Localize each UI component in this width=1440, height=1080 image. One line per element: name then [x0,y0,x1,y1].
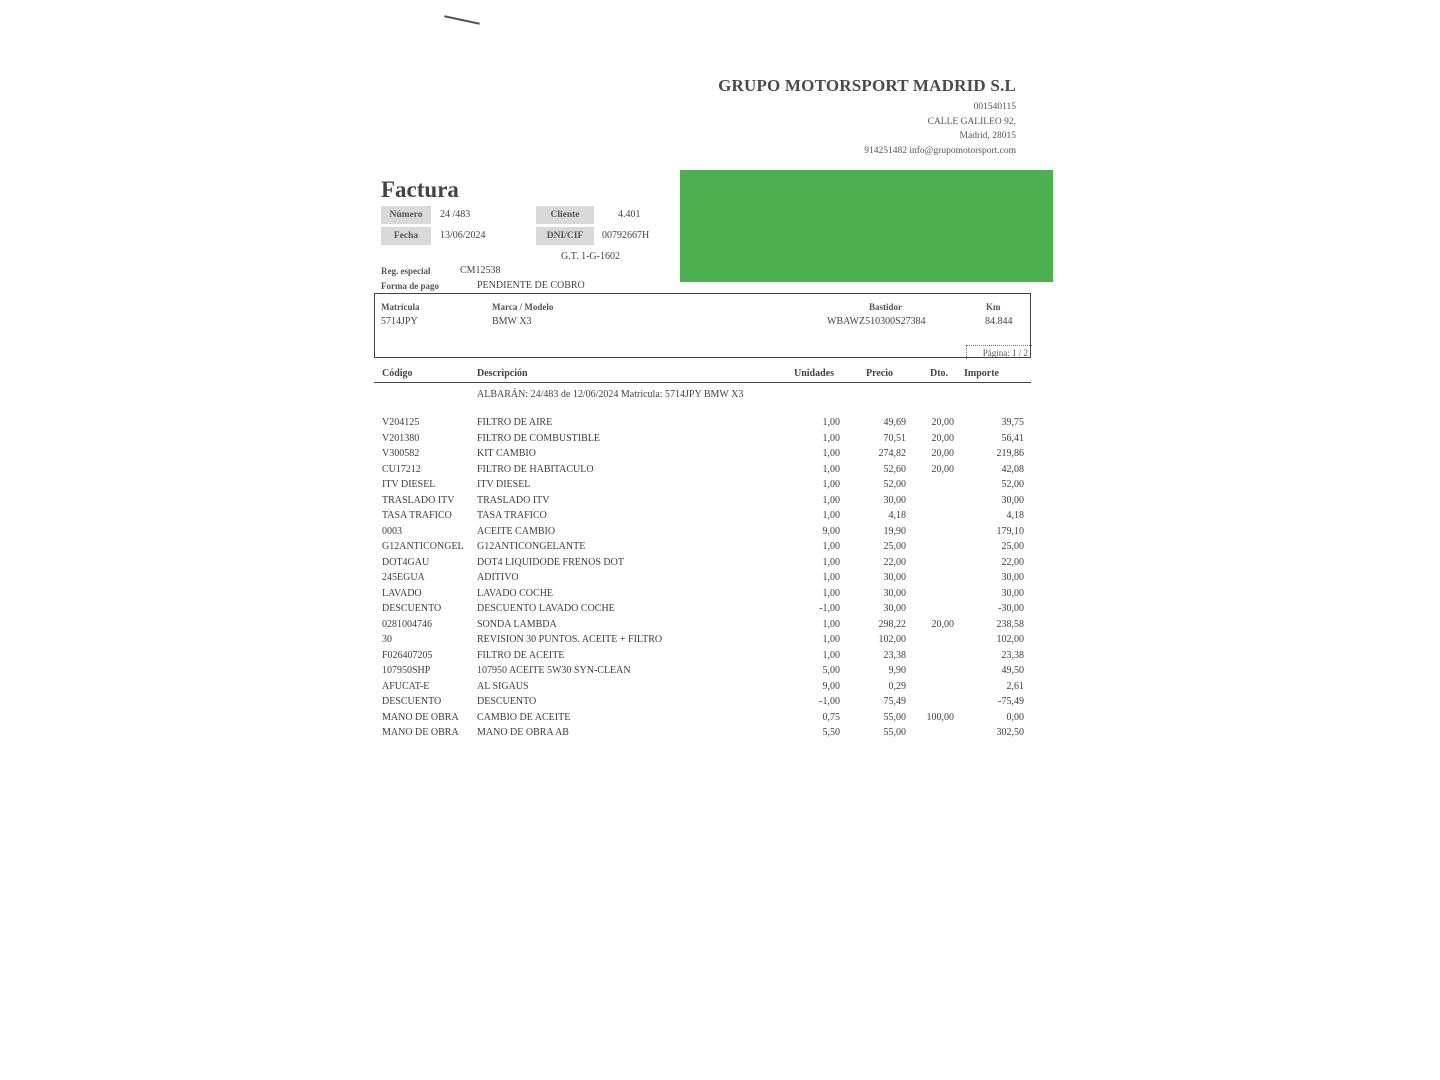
item-units: 1,00 [822,463,840,475]
item-description: FILTRO DE AIRE [477,417,553,428]
item-description: REVISION 30 PUNTOS. ACEITE + FILTRO [477,634,663,645]
item-price: 25,00 [883,541,906,552]
item-amount: 2,61 [1006,680,1024,692]
col-amount-header: Importe [964,368,999,379]
item-amount: 23,38 [1001,649,1024,661]
item-amount: 42,08 [1001,463,1024,475]
reg-value: CM12538 [460,265,501,276]
company-city: Madrid, 28015 [959,131,1016,141]
item-description: TRASLADO ITV [477,494,550,506]
vin-label: Bastidor [869,302,903,312]
item-code: V201380 [382,432,420,444]
item-amount: 0,00 [1006,711,1024,723]
item-description: ACEITE CAMBIO [477,525,556,537]
col-description-header: Descripción [477,368,528,379]
item-code: TRASLADO ITV [382,494,455,506]
table-row [374,619,1034,635]
item-amount: 30,00 [1001,494,1024,506]
company-name: GRUPO MOTORSPORT MADRID S.L [718,76,1016,95]
item-units: 1,00 [822,556,840,568]
item-description: AL SIGAUS [477,680,529,692]
item-code: V204125 [382,417,420,428]
item-price: 19,90 [883,525,906,537]
col-price-header: Precio [866,368,894,379]
item-amount: 302,50 [996,727,1024,738]
item-code: G12ANTICONGEL [382,541,464,552]
table-row [374,464,1034,480]
item-amount: -75,49 [998,696,1024,707]
item-units: 9,00 [822,525,840,537]
item-units: 1,00 [822,479,840,490]
item-price: 30,00 [883,494,906,506]
item-price: 23,38 [883,649,906,661]
item-amount: 49,50 [1001,665,1024,676]
number-label: Número [381,206,431,224]
item-description: KIT CAMBIO [477,448,536,459]
items-header [374,366,1031,383]
item-description: ITV DIESEL [477,479,531,490]
item-units: 5,50 [822,727,840,738]
item-units: 1,00 [822,649,840,661]
item-discount: 20,00 [931,432,954,444]
item-code: 0281004746 [382,618,432,630]
item-amount: 238,58 [996,618,1024,630]
item-price: 102,00 [878,634,906,645]
item-description: DESCUENTO LAVADO COCHE [477,603,615,614]
plate-value: 5714JPY [381,316,418,327]
item-discount: 100,00 [926,711,954,723]
table-row [374,557,1034,573]
date-label: Fecha [381,227,431,245]
item-units: 1,00 [822,541,840,552]
item-code: 245EGUA [382,572,425,583]
item-units: 1,00 [822,587,840,599]
item-units: 9,00 [822,680,840,692]
page-indicator: Página: 1 / 2 [966,345,1032,359]
item-units: 1,00 [822,432,840,444]
item-description: FILTRO DE HABITACULO [477,463,594,475]
dni-value: 00792667H [602,230,650,241]
item-units: 1,00 [822,448,840,459]
payment-value: PENDIENTE DE COBRO [477,280,585,291]
table-row [374,665,1034,681]
item-description: FILTRO DE ACEITE [477,649,565,661]
company-street: CALLE GALILEO 92, [927,116,1016,127]
col-dto-header: Dto. [930,368,949,379]
item-price: 75,49 [883,696,906,707]
item-price: 22,00 [883,556,906,568]
item-amount: 179,10 [996,525,1024,537]
item-description: DESCUENTO [477,696,537,707]
item-code: MANO DE OBRA [382,727,459,738]
item-amount: 30,00 [1001,587,1024,599]
table-row [374,681,1034,697]
item-units: 1,00 [822,618,840,630]
item-amount: 39,75 [1001,417,1024,428]
item-units: 1,00 [822,634,840,645]
table-row [374,634,1034,650]
item-amount: 25,00 [1001,541,1024,552]
item-code: DESCUENTO [382,603,442,614]
item-code: LAVADO [382,587,422,599]
item-amount: 22,00 [1001,556,1024,568]
table-row [374,479,1034,495]
item-price: 30,00 [883,587,906,599]
item-units: 1,00 [822,494,840,506]
item-description: ADITIVO [477,572,519,583]
km-value: 84.844 [985,316,1013,327]
item-amount: 56,41 [1001,432,1024,444]
item-description: SONDA LAMBDA [477,618,557,630]
number-value: 24 /483 [440,209,471,220]
item-price: 49,69 [883,417,906,428]
item-amount: 30,00 [1001,572,1024,583]
item-price: 30,00 [883,603,906,614]
item-description: TASA TRAFICO [477,510,547,521]
table-row [374,650,1034,666]
item-code: 0003 [382,525,402,537]
item-amount: -30,00 [998,603,1024,614]
item-amount: 102,00 [996,634,1024,645]
client-label: Cliente [536,206,594,224]
client-value: 4.401 [618,209,641,220]
item-price: 0,29 [888,680,906,692]
gt-value: G.T. 1-G-1602 [561,251,620,262]
item-discount: 20,00 [931,618,954,630]
payment-label: Forma de pago [381,281,439,291]
item-amount: 4,18 [1006,510,1024,521]
item-discount: 20,00 [931,463,954,475]
item-units: 1,00 [822,510,840,521]
item-description: MANO DE OBRA AB [477,727,569,738]
item-code: ITV DIESEL [382,479,436,490]
item-code: AFUCAT-E [382,680,430,692]
item-description: G12ANTICONGELANTE [477,541,586,552]
item-units: 1,00 [822,417,840,428]
table-row [374,696,1034,712]
item-code: 107950SHP [382,665,431,676]
item-units: 5,00 [822,665,840,676]
item-price: 55,00 [883,727,906,738]
vin-value: WBAWZ510300S27384 [827,316,926,327]
invoice-title: Factura [381,177,459,202]
date-value: 13/06/2024 [440,230,486,241]
item-code: V300582 [382,448,420,459]
item-code: MANO DE OBRA [382,711,459,723]
item-amount: 219,86 [996,448,1024,459]
item-price: 30,00 [883,572,906,583]
model-label: Marca / Modelo [492,302,554,312]
item-description: LAVADO COCHE [477,587,554,599]
item-discount: 20,00 [931,448,954,459]
item-price: 298,22 [878,618,906,630]
item-price: 52,60 [883,463,906,475]
scan-artifact [444,15,480,24]
item-description: DOT4 LIQUIDODE FRENOS DOT [477,556,624,568]
table-row [374,526,1034,542]
table-row [374,588,1034,604]
table-row [374,495,1034,511]
plate-label: Matrícula [381,302,420,312]
item-units: 0,75 [822,711,840,723]
item-description: CAMBIO DE ACEITE [477,711,571,723]
item-code: TASA TRAFICO [382,510,452,521]
col-code-header: Código [382,368,413,379]
table-row [374,417,1034,433]
item-price: 55,00 [883,711,906,723]
km-label: Km [986,302,1001,312]
table-row [374,572,1034,588]
item-description: FILTRO DE COMBUSTIBLE [477,432,600,444]
table-row [374,433,1034,449]
item-price: 9,90 [888,665,906,676]
item-price: 274,82 [878,448,906,459]
redacted-block [680,170,1053,282]
item-price: 70,51 [883,432,906,444]
table-row [374,727,1034,743]
item-code: DOT4GAU [382,556,430,568]
item-discount: 20,00 [931,417,954,428]
reg-label: Reg. especial [381,266,431,276]
item-code: DESCUENTO [382,696,442,707]
item-code: F026407205 [382,649,433,661]
item-code: CU17212 [382,463,421,475]
item-price: 4,18 [888,510,906,521]
item-units: -1,00 [819,696,840,707]
dni-label: DNI/CIF [536,227,594,245]
items-table-body [374,417,1034,743]
company-contact: 914251482 info@grupomotorsport.com [864,145,1016,156]
vehicle-box [374,293,1031,358]
item-units: 1,00 [822,572,840,583]
table-row [374,603,1034,619]
item-price: 52,00 [883,479,906,490]
table-row [374,541,1034,557]
item-description: 107950 ACEITE 5W30 SYN-CLEAN [477,665,631,676]
table-row [374,448,1034,464]
model-value: BMW X3 [492,316,532,327]
albaran-line: ALBARÁN: 24/483 de 12/06/2024 Matrícula: 5714JPY BMW X3 [477,389,744,400]
item-amount: 52,00 [1001,479,1024,490]
company-header [718,76,1016,158]
item-code: 30 [382,634,392,645]
table-row [374,510,1034,526]
item-units: -1,00 [819,603,840,614]
company-tax-id: 001540115 [973,102,1016,112]
col-units-header: Unidades [794,368,835,379]
table-row [374,712,1034,728]
